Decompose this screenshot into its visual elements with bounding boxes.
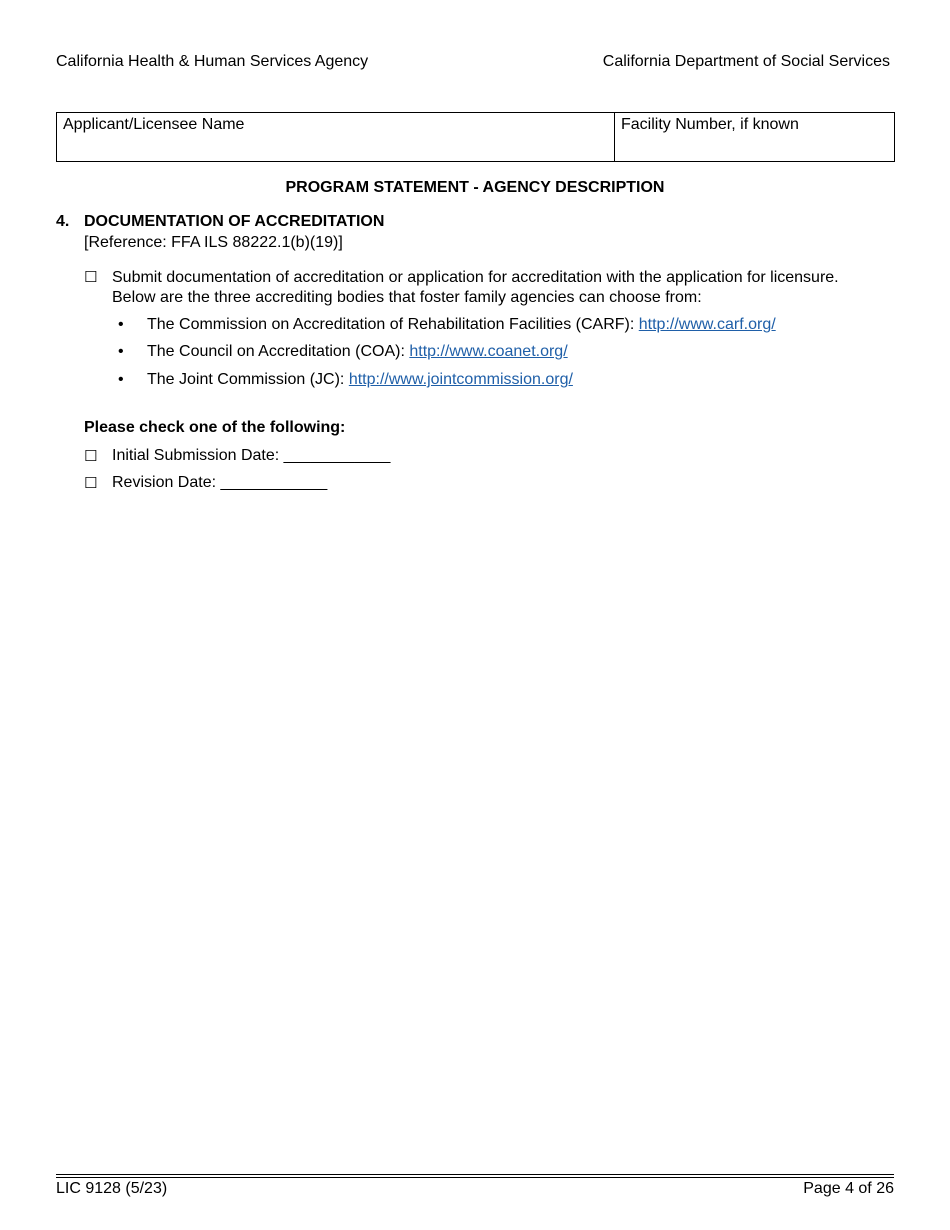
section-reference: [Reference: FFA ILS 88222.1(b)(19)] — [84, 234, 343, 251]
bullet-icon: • — [118, 316, 124, 333]
section-number: 4. — [56, 213, 70, 230]
facility-number-label: Facility Number, if known — [621, 116, 799, 133]
check-one-heading: Please check one of the following: — [84, 419, 346, 436]
form-id: LIC 9128 (5/23) — [56, 1180, 168, 1197]
page-title: PROGRAM STATEMENT - AGENCY DESCRIPTION — [285, 179, 665, 196]
facility-number-field[interactable] — [615, 113, 895, 162]
instruction-line-1: Submit documentation of accreditation or application for accreditation with the application for licensure. — [112, 269, 839, 286]
initial-submission-label: Initial Submission Date: ____________ — [112, 447, 391, 464]
body-jc-label: The Joint Commission (JC): — [147, 371, 349, 388]
instruction-line-2: Below are the three accrediting bodies that foster family agencies can choose from: — [112, 289, 702, 306]
bullet-icon: • — [118, 371, 124, 388]
applicant-name-label: Applicant/Licensee Name — [63, 116, 245, 133]
applicant-name-field[interactable] — [57, 113, 615, 162]
carf-link[interactable]: http://www.carf.org/ — [638, 316, 776, 333]
initial-submission-checkbox[interactable]: ☐ — [84, 448, 98, 465]
jc-link[interactable]: http://www.jointcommission.org/ — [348, 371, 573, 388]
header-agency: California Health & Human Services Agency — [56, 53, 369, 70]
footer-rule — [56, 1177, 894, 1178]
list-item — [147, 371, 573, 389]
body-coa-label: The Council on Accreditation (COA): — [147, 343, 410, 360]
page-number: Page 4 of 26 — [803, 1180, 894, 1197]
footer-rule — [56, 1174, 894, 1175]
list-item — [147, 316, 776, 334]
list-item — [147, 343, 568, 361]
body-carf-label: The Commission on Accreditation of Rehabilitation Facilities (CARF): — [147, 316, 639, 333]
revision-label: Revision Date: ____________ — [112, 474, 328, 491]
coa-link[interactable]: http://www.coanet.org/ — [409, 343, 568, 360]
revision-checkbox[interactable]: ☐ — [84, 475, 98, 492]
header-department: California Department of Social Services — [602, 53, 890, 70]
bullet-icon: • — [118, 343, 124, 360]
applicant-info-table — [56, 112, 895, 162]
accreditation-instructions — [112, 268, 902, 308]
section-heading: DOCUMENTATION OF ACCREDITATION — [84, 213, 385, 230]
accreditation-checkbox[interactable]: ☐ — [84, 269, 98, 286]
